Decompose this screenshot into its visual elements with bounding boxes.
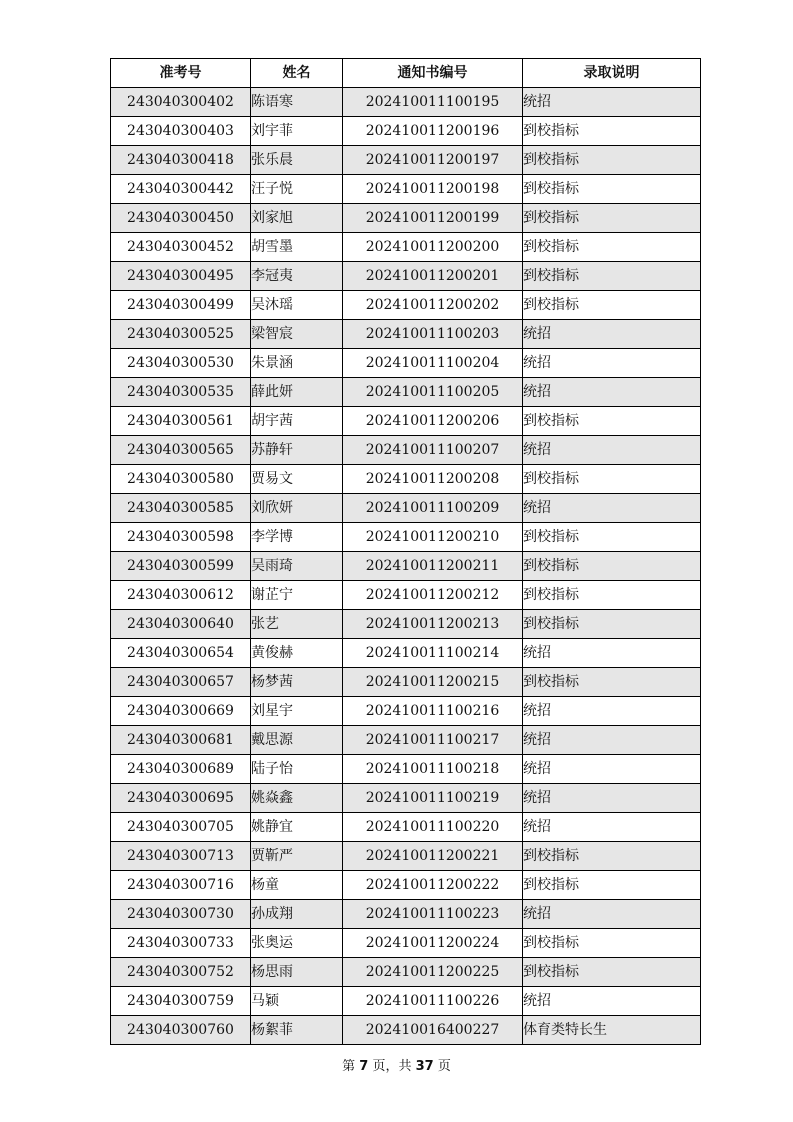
student-name-cell: 刘宇菲 — [251, 117, 343, 146]
notice-number-cell: 202410016400227 — [343, 1016, 523, 1045]
table-row — [111, 900, 701, 929]
admission-note-cell: 统招 — [523, 784, 701, 813]
table-row — [111, 668, 701, 697]
notice-number-cell: 202410011200198 — [343, 175, 523, 204]
notice-number-cell: 202410011200225 — [343, 958, 523, 987]
student-name-cell: 汪子悦 — [251, 175, 343, 204]
admission-note-cell: 到校指标 — [523, 958, 701, 987]
exam-number-cell: 243040300612 — [111, 581, 251, 610]
table-row — [111, 929, 701, 958]
notice-number-cell: 202410011200210 — [343, 523, 523, 552]
admission-note-cell: 到校指标 — [523, 523, 701, 552]
student-name-cell: 张乐晨 — [251, 146, 343, 175]
notice-number-cell: 202410011100209 — [343, 494, 523, 523]
notice-number-cell: 202410011200196 — [343, 117, 523, 146]
exam-number-cell: 243040300716 — [111, 871, 251, 900]
exam-number-cell: 243040300752 — [111, 958, 251, 987]
student-name-cell: 贾靳严 — [251, 842, 343, 871]
exam-number-cell: 243040300669 — [111, 697, 251, 726]
table-row — [111, 755, 701, 784]
admission-note-cell: 统招 — [523, 320, 701, 349]
student-name-cell: 杨童 — [251, 871, 343, 900]
student-name-cell: 杨思雨 — [251, 958, 343, 987]
notice-number-cell: 202410011200206 — [343, 407, 523, 436]
exam-number-cell: 243040300640 — [111, 610, 251, 639]
notice-number-cell: 202410011100226 — [343, 987, 523, 1016]
notice-number-cell: 202410011200221 — [343, 842, 523, 871]
exam-number-cell: 243040300654 — [111, 639, 251, 668]
notice-number-cell: 202410011100220 — [343, 813, 523, 842]
student-name-cell: 杨絮菲 — [251, 1016, 343, 1045]
student-name-cell: 谢芷宁 — [251, 581, 343, 610]
table-row — [111, 175, 701, 204]
admission-note-cell: 到校指标 — [523, 117, 701, 146]
notice-number-cell: 202410011200197 — [343, 146, 523, 175]
student-name-cell: 苏静轩 — [251, 436, 343, 465]
table-row — [111, 842, 701, 871]
header-admission-note: 录取说明 — [523, 59, 701, 88]
exam-number-cell: 243040300495 — [111, 262, 251, 291]
exam-number-cell: 243040300733 — [111, 929, 251, 958]
notice-number-cell: 202410011200201 — [343, 262, 523, 291]
table-row — [111, 871, 701, 900]
student-name-cell: 贾易文 — [251, 465, 343, 494]
table-row — [111, 552, 701, 581]
notice-number-cell: 202410011200222 — [343, 871, 523, 900]
footer-total-pages: 37 — [415, 1059, 434, 1074]
notice-number-cell: 202410011200215 — [343, 668, 523, 697]
admission-note-cell: 到校指标 — [523, 552, 701, 581]
admission-note-cell: 到校指标 — [523, 204, 701, 233]
admission-note-cell: 统招 — [523, 726, 701, 755]
admission-note-cell: 统招 — [523, 436, 701, 465]
admission-note-cell: 到校指标 — [523, 262, 701, 291]
student-name-cell: 吴沐瑶 — [251, 291, 343, 320]
table-row — [111, 291, 701, 320]
exam-number-cell: 243040300598 — [111, 523, 251, 552]
exam-number-cell: 243040300530 — [111, 349, 251, 378]
student-name-cell: 吴雨琦 — [251, 552, 343, 581]
table-row — [111, 436, 701, 465]
admission-note-cell: 到校指标 — [523, 581, 701, 610]
exam-number-cell: 243040300657 — [111, 668, 251, 697]
table-row — [111, 494, 701, 523]
exam-number-cell: 243040300561 — [111, 407, 251, 436]
exam-number-cell: 243040300760 — [111, 1016, 251, 1045]
admission-note-cell: 统招 — [523, 378, 701, 407]
table-row — [111, 262, 701, 291]
admission-note-cell: 统招 — [523, 88, 701, 117]
table-row — [111, 378, 701, 407]
exam-number-cell: 243040300681 — [111, 726, 251, 755]
student-name-cell: 杨梦茜 — [251, 668, 343, 697]
admission-note-cell: 到校指标 — [523, 175, 701, 204]
admission-note-cell: 到校指标 — [523, 871, 701, 900]
exam-number-cell: 243040300450 — [111, 204, 251, 233]
student-name-cell: 薛此妍 — [251, 378, 343, 407]
notice-number-cell: 202410011200211 — [343, 552, 523, 581]
student-name-cell: 马颖 — [251, 987, 343, 1016]
notice-number-cell: 202410011100217 — [343, 726, 523, 755]
footer-suffix: 页 — [437, 1059, 451, 1074]
exam-number-cell: 243040300565 — [111, 436, 251, 465]
admission-note-cell: 到校指标 — [523, 929, 701, 958]
footer-prefix: 第 — [342, 1059, 356, 1074]
notice-number-cell: 202410011200208 — [343, 465, 523, 494]
admission-note-cell: 统招 — [523, 697, 701, 726]
table-row — [111, 639, 701, 668]
table-row — [111, 465, 701, 494]
student-name-cell: 胡雪墨 — [251, 233, 343, 262]
table-row — [111, 958, 701, 987]
notice-number-cell: 202410011200213 — [343, 610, 523, 639]
admission-note-cell: 统招 — [523, 755, 701, 784]
admission-note-cell: 统招 — [523, 987, 701, 1016]
admission-note-cell: 到校指标 — [523, 842, 701, 871]
table-row — [111, 726, 701, 755]
student-name-cell: 刘星宇 — [251, 697, 343, 726]
table-row — [111, 697, 701, 726]
table-row — [111, 523, 701, 552]
table-row — [111, 233, 701, 262]
table-row — [111, 117, 701, 146]
admission-note-cell: 到校指标 — [523, 668, 701, 697]
student-name-cell: 陈语寒 — [251, 88, 343, 117]
exam-number-cell: 243040300580 — [111, 465, 251, 494]
admission-note-cell: 到校指标 — [523, 610, 701, 639]
exam-number-cell: 243040300442 — [111, 175, 251, 204]
student-name-cell: 张艺 — [251, 610, 343, 639]
student-name-cell: 刘欣妍 — [251, 494, 343, 523]
header-exam-number: 准考号 — [111, 59, 251, 88]
exam-number-cell: 243040300403 — [111, 117, 251, 146]
footer-page-number: 7 — [359, 1059, 369, 1074]
exam-number-cell: 243040300689 — [111, 755, 251, 784]
notice-number-cell: 202410011100219 — [343, 784, 523, 813]
table-header-row — [111, 59, 701, 88]
exam-number-cell: 243040300535 — [111, 378, 251, 407]
exam-number-cell: 243040300705 — [111, 813, 251, 842]
notice-number-cell: 202410011100203 — [343, 320, 523, 349]
table-row — [111, 1016, 701, 1045]
notice-number-cell: 202410011100204 — [343, 349, 523, 378]
exam-number-cell: 243040300730 — [111, 900, 251, 929]
header-notice-number: 通知书编号 — [343, 59, 523, 88]
table-row — [111, 610, 701, 639]
student-name-cell: 张奥运 — [251, 929, 343, 958]
notice-number-cell: 202410011100214 — [343, 639, 523, 668]
admission-note-cell: 统招 — [523, 494, 701, 523]
exam-number-cell: 243040300759 — [111, 987, 251, 1016]
notice-number-cell: 202410011100216 — [343, 697, 523, 726]
student-name-cell: 孙成翔 — [251, 900, 343, 929]
table-row — [111, 581, 701, 610]
exam-number-cell: 243040300418 — [111, 146, 251, 175]
admission-note-cell: 体育类特长生 — [523, 1016, 701, 1045]
page-footer — [0, 1055, 793, 1074]
table-row — [111, 88, 701, 117]
notice-number-cell: 202410011100223 — [343, 900, 523, 929]
notice-number-cell: 202410011200212 — [343, 581, 523, 610]
admission-note-cell: 统招 — [523, 639, 701, 668]
student-name-cell: 朱景涵 — [251, 349, 343, 378]
admission-note-cell: 统招 — [523, 349, 701, 378]
student-name-cell: 梁智宸 — [251, 320, 343, 349]
table-row — [111, 813, 701, 842]
table-row — [111, 987, 701, 1016]
admission-note-cell: 统招 — [523, 813, 701, 842]
admission-note-cell: 到校指标 — [523, 465, 701, 494]
notice-number-cell: 202410011100205 — [343, 378, 523, 407]
admission-note-cell: 到校指标 — [523, 291, 701, 320]
student-name-cell: 戴思源 — [251, 726, 343, 755]
exam-number-cell: 243040300452 — [111, 233, 251, 262]
exam-number-cell: 243040300585 — [111, 494, 251, 523]
notice-number-cell: 202410011200224 — [343, 929, 523, 958]
student-name-cell: 黄俊赫 — [251, 639, 343, 668]
table-row — [111, 349, 701, 378]
table-row — [111, 784, 701, 813]
admission-note-cell: 到校指标 — [523, 233, 701, 262]
table-row — [111, 407, 701, 436]
student-name-cell: 陆子怡 — [251, 755, 343, 784]
exam-number-cell: 243040300525 — [111, 320, 251, 349]
footer-middle: 页，共 — [372, 1059, 412, 1074]
table-row — [111, 204, 701, 233]
exam-number-cell: 243040300499 — [111, 291, 251, 320]
table-row — [111, 320, 701, 349]
admission-note-cell: 到校指标 — [523, 407, 701, 436]
student-name-cell: 姚焱鑫 — [251, 784, 343, 813]
exam-number-cell: 243040300713 — [111, 842, 251, 871]
admission-note-cell: 统招 — [523, 900, 701, 929]
notice-number-cell: 202410011200199 — [343, 204, 523, 233]
notice-number-cell: 202410011200200 — [343, 233, 523, 262]
student-name-cell: 姚静宜 — [251, 813, 343, 842]
notice-number-cell: 202410011100218 — [343, 755, 523, 784]
table-body — [111, 88, 701, 1045]
exam-number-cell: 243040300695 — [111, 784, 251, 813]
notice-number-cell: 202410011100207 — [343, 436, 523, 465]
student-name-cell: 李学博 — [251, 523, 343, 552]
student-name-cell: 胡宇茜 — [251, 407, 343, 436]
header-name: 姓名 — [251, 59, 343, 88]
student-name-cell: 李冠夷 — [251, 262, 343, 291]
admission-table — [110, 58, 701, 1045]
notice-number-cell: 202410011200202 — [343, 291, 523, 320]
admission-note-cell: 到校指标 — [523, 146, 701, 175]
exam-number-cell: 243040300402 — [111, 88, 251, 117]
notice-number-cell: 202410011100195 — [343, 88, 523, 117]
exam-number-cell: 243040300599 — [111, 552, 251, 581]
student-name-cell: 刘家旭 — [251, 204, 343, 233]
table-row — [111, 146, 701, 175]
